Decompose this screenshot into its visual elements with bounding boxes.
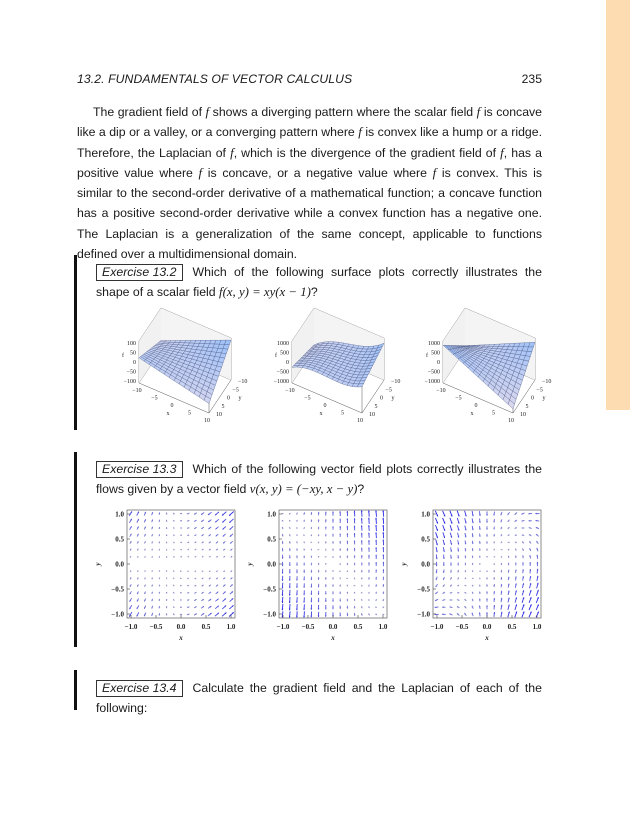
exercise-text: Which of the following vector field plots correctly illustrates the flows given by a vector field — [96, 462, 542, 497]
intro-paragraph — [77, 102, 542, 264]
x-tick-label: 0.5 — [353, 623, 363, 631]
x-tick-label: −1.0 — [276, 623, 290, 631]
x-tick-label: −1.0 — [430, 623, 444, 631]
z-axis-label: f — [426, 352, 428, 359]
x-tick-label: 5 — [492, 410, 495, 417]
y-tick-label: −1.0 — [111, 610, 124, 619]
intro-math: f — [230, 144, 234, 160]
exercise-13-4 — [96, 678, 542, 719]
y-tick-label: 0.5 — [267, 535, 276, 544]
y-tick-label: 5 — [221, 403, 225, 410]
intro-text: , which is the divergence of the gradient field of — [233, 145, 501, 160]
y-tick-label: 0 — [227, 395, 230, 402]
page-number: 235 — [521, 72, 542, 86]
intro-math: f — [198, 164, 203, 180]
plot-frame — [279, 510, 387, 618]
exercise-label: Exercise 13.2 — [96, 264, 183, 281]
y-tick-label: 0.0 — [421, 560, 430, 569]
section-title: 13.2. FUNDAMENTALS OF VECTOR CALCULUS — [77, 72, 353, 86]
y-tick-label: 5 — [374, 403, 378, 410]
z-tick-label: 1000 — [277, 341, 289, 348]
x-tick-label: 5 — [341, 410, 344, 417]
surface-plot-2 — [247, 305, 402, 425]
x-tick-label: 10 — [204, 418, 210, 424]
x-tick-label: −5 — [304, 395, 311, 402]
z-tick-label: 1000 — [428, 341, 440, 348]
chapter-side-tab — [606, 0, 630, 410]
surface-plot-3 — [398, 305, 553, 425]
x-tick-label: 0.0 — [482, 623, 492, 631]
z-axis-label: f — [275, 352, 277, 359]
intro-math: f — [205, 104, 210, 119]
x-axis-label: x — [485, 634, 489, 642]
exercise-math: f(x, y) = xy(x − 1) — [219, 285, 311, 300]
y-tick-label: −0.5 — [263, 585, 276, 594]
x-axis-label: x — [470, 411, 474, 417]
x-tick-label: 1.0 — [532, 623, 542, 631]
y-tick-label: 0.0 — [115, 560, 124, 569]
x-tick-label: −0.5 — [455, 623, 469, 631]
x-tick-label: 0.0 — [176, 623, 186, 631]
x-axis-label: x — [319, 411, 323, 417]
exercise-text: Which of the following surface plots correctly illustrates the shape of a scalar field — [96, 265, 542, 300]
y-axis-label: y — [238, 395, 242, 402]
x-axis-label: x — [331, 634, 335, 642]
exercise-text-end: ? — [310, 285, 318, 300]
exercise-13-3 — [96, 459, 542, 500]
x-tick-label: 1.0 — [226, 623, 236, 631]
y-tick-label: −1.0 — [417, 610, 430, 619]
x-tick-label: −1.0 — [124, 623, 138, 631]
intro-math: f — [476, 104, 481, 119]
intro-text: is concave, or a negative value where — [202, 165, 433, 180]
y-tick-label: −10 — [542, 379, 552, 385]
y-tick-label: 0.0 — [267, 560, 276, 569]
x-tick-label: −10 — [285, 388, 295, 394]
intro-text: The gradient field of — [93, 105, 206, 119]
exercise-bar — [74, 255, 77, 430]
y-axis-label: y — [542, 395, 546, 402]
exercise-bar — [74, 670, 77, 710]
x-tick-label: 0.5 — [201, 623, 211, 631]
x-tick-label: −5 — [151, 395, 158, 402]
x-tick-label: −5 — [455, 395, 462, 402]
vector-plot-2 — [246, 500, 396, 645]
x-tick-label: 0.5 — [507, 623, 517, 631]
y-axis-label: y — [246, 562, 254, 566]
vector-plot-1 — [94, 500, 244, 645]
z-tick-label: −100 — [123, 378, 136, 385]
z-tick-label: 500 — [280, 350, 289, 357]
plot-frame — [127, 510, 235, 618]
exercise-math: v(x, y) = (−xy, x − y) — [249, 482, 358, 497]
y-tick-label: −0.5 — [417, 585, 430, 594]
z-tick-label: 0 — [437, 360, 440, 366]
y-tick-label: 1.0 — [421, 510, 430, 519]
x-tick-label: 0 — [170, 403, 174, 409]
x-axis-label: x — [166, 411, 170, 417]
y-axis-label: y — [400, 562, 408, 566]
y-tick-label: 0 — [531, 395, 534, 402]
y-tick-label: 0.5 — [421, 535, 430, 544]
y-tick-label: −10 — [391, 379, 401, 385]
y-tick-label: 1.0 — [115, 510, 124, 519]
plot-frame — [433, 510, 541, 618]
x-tick-label: 10 — [357, 418, 363, 424]
y-tick-label: 1.0 — [267, 510, 276, 519]
y-tick-label: 10 — [216, 412, 222, 418]
exercise-text: Calculate the gradient field and the Laplacian of each of the following: — [96, 681, 542, 716]
intro-math: f — [358, 124, 362, 140]
y-tick-label: −5 — [232, 387, 239, 394]
intro-text: , has a positive value where — [77, 145, 542, 180]
y-tick-label: 10 — [520, 412, 526, 418]
x-tick-label: −10 — [132, 388, 142, 394]
exercise-label: Exercise 13.3 — [96, 461, 183, 478]
y-axis-label: y — [391, 395, 395, 402]
exercise-13-2 — [96, 262, 542, 303]
intro-text: is convex like a hump or a ridge. Therefore, the Laplacian of — [77, 125, 542, 160]
x-tick-label: 0 — [323, 403, 327, 409]
z-axis-label: f — [122, 352, 124, 359]
y-tick-label: −5 — [536, 387, 543, 394]
intro-text: is convex. This is similar to the second-order derivative of a mathematical function; a concave function has a positive second-order derivative while a convex function has a negative one. The Laplacian is a generalization of the same concept, applicable to functions defined over a multidimensional domain. — [77, 165, 542, 262]
x-axis-label: x — [179, 634, 183, 642]
x-tick-label: 5 — [188, 410, 191, 417]
x-tick-label: 10 — [508, 418, 514, 424]
exercise-text-end: ? — [357, 482, 365, 497]
z-tick-label: −50 — [126, 369, 136, 376]
x-tick-label: −10 — [436, 388, 446, 394]
intro-text: is concave like a dip or a valley, or a converging pattern where — [77, 105, 543, 140]
intro-math: f — [432, 164, 437, 180]
y-tick-label: −0.5 — [111, 585, 124, 594]
y-tick-label: 0 — [380, 395, 383, 402]
box-edge — [292, 383, 362, 413]
x-tick-label: −0.5 — [149, 623, 163, 631]
y-tick-label: 10 — [369, 412, 375, 418]
z-tick-label: −1000 — [424, 378, 440, 385]
z-tick-label: 0 — [133, 360, 136, 366]
exercise-bar — [74, 452, 77, 647]
exercise-label: Exercise 13.4 — [96, 680, 183, 697]
z-tick-label: 500 — [431, 350, 440, 357]
x-tick-label: 0.0 — [328, 623, 338, 631]
y-tick-label: 5 — [525, 403, 529, 410]
y-tick-label: 0.5 — [115, 535, 124, 544]
z-tick-label: −500 — [276, 369, 289, 376]
intro-math: f — [500, 144, 504, 160]
z-tick-label: −1000 — [273, 378, 289, 385]
z-tick-label: −500 — [427, 369, 440, 376]
x-tick-label: −0.5 — [301, 623, 315, 631]
y-axis-label: y — [94, 562, 102, 566]
y-tick-label: −1.0 — [263, 610, 276, 619]
surface-plot-1 — [94, 305, 249, 425]
z-tick-label: 50 — [130, 350, 136, 357]
x-tick-label: 0 — [474, 403, 478, 409]
y-tick-label: −5 — [385, 387, 392, 394]
z-tick-label: 100 — [127, 341, 136, 348]
x-tick-label: 1.0 — [378, 623, 388, 631]
surface-mesh — [139, 340, 231, 403]
z-tick-label: 0 — [286, 360, 289, 366]
box-back-face — [292, 308, 314, 383]
y-tick-label: −10 — [238, 379, 248, 385]
vector-plot-3 — [400, 500, 550, 645]
intro-text: shows a diverging pattern where the scalar field — [209, 105, 477, 119]
running-head — [77, 72, 542, 88]
